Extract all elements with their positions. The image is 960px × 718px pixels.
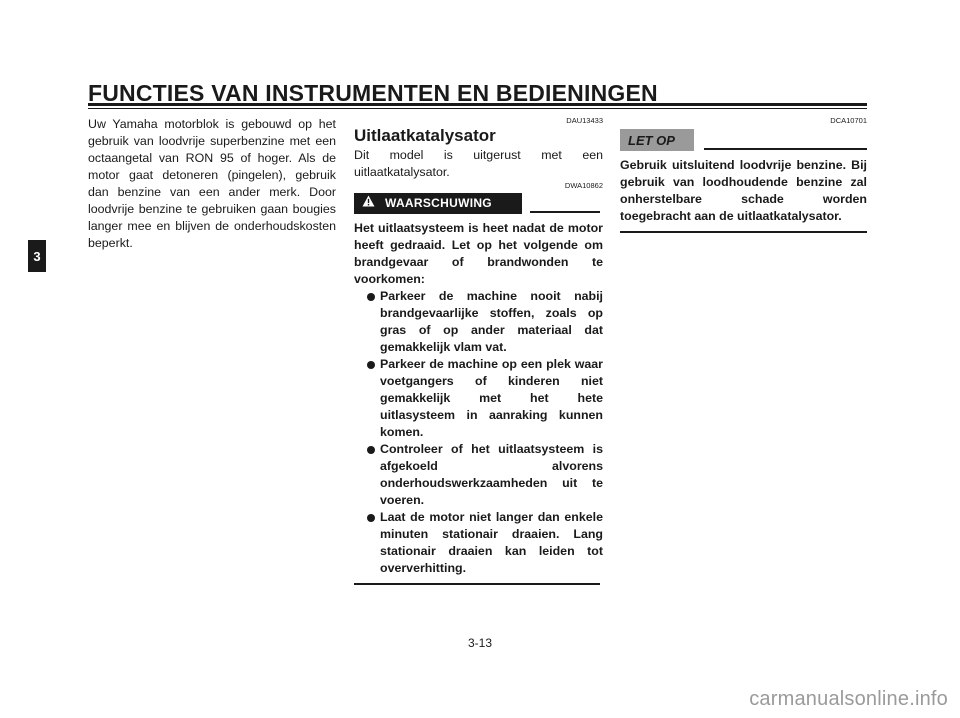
caution-text: Gebruik uitsluitend loodvrije benzine. Bij gebruik van loodhoudende benzine zal onherstelbare schade worden toegebracht aan de uitlaatkatalysator. (620, 158, 867, 223)
column-caution (620, 116, 867, 233)
bullet-text: Laat de motor niet langer dan enkele minuten stationair draaien. Lang stationair draaien kan leiden tot oververhitting. (380, 510, 603, 575)
bullet-text: Controleer of het uitlaatsysteem is afgekoeld alvorens onderhoudswerkzaamheden uit te voeren. (380, 442, 603, 507)
bullet-icon (367, 293, 375, 301)
warning-end-rule (354, 583, 600, 585)
warning-rule (530, 211, 600, 213)
bullet-icon (367, 446, 375, 454)
warning-label-box (354, 193, 522, 214)
page-title: FUNCTIES VAN INSTRUMENTEN EN BEDIENINGEN (88, 80, 658, 106)
warning-bullet-list (354, 288, 603, 577)
bullet-icon (367, 514, 375, 522)
header-rule-thin (88, 108, 867, 109)
bullet-icon (367, 361, 375, 369)
column-fuel-info (88, 116, 336, 252)
list-item (354, 356, 603, 441)
caution-code: DCA10701 (830, 116, 867, 125)
watermark: carmanualsonline.info (749, 688, 948, 710)
list-item (354, 441, 603, 509)
bullet-text: Parkeer de machine op een plek waar voetgangers of kinderen niet gemakkelijk met het hete uitlasysteem in aanraking kunnen komen. (380, 357, 603, 439)
section-intro: Dit model is uitgerust met een uitlaatkatalysator. (354, 148, 603, 179)
fuel-paragraph: Uw Yamaha motorblok is gebouwd op het gebruik van loodvrije superbenzine met een octaangetal van RON 95 of hoger. Als de motor gaat detoneren (pingelen), gebruik dan benzine van een ander merk. Door loodvrije benzine te gebruiken gaan bougies langer mee en blijven de onderhoudskosten beperkt. (88, 117, 336, 250)
list-item (354, 509, 603, 577)
column-catalytic-converter (354, 116, 603, 585)
warning-header (354, 193, 603, 214)
caution-label: LET OP (620, 129, 694, 151)
caution-header (620, 129, 867, 151)
warning-code: DWA10862 (564, 181, 603, 190)
caution-rule (704, 148, 867, 150)
section-title: Uitlaatkatalysator (354, 126, 496, 145)
warning-text: Het uitlaatsysteem is heet nadat de motor heeft gedraaid. Let op het volgende om brandgevaar of brandwonden te voorkomen: (354, 221, 603, 286)
header-rule-thick (88, 103, 867, 106)
warning-label: WAARSCHUWING (385, 196, 492, 210)
chapter-tab[interactable]: 3 (28, 240, 46, 272)
page-number: 3-13 (467, 636, 493, 650)
bullet-text: Parkeer de machine nooit nabij brandgevaarlijke stoffen, zoals op gras of op ander materiaal dat gemakkelijk vlam vat. (380, 289, 603, 354)
list-item (354, 288, 603, 356)
section-code: DAU13433 (566, 116, 603, 125)
caution-end-rule (620, 231, 867, 233)
warning-triangle-icon (362, 195, 375, 212)
